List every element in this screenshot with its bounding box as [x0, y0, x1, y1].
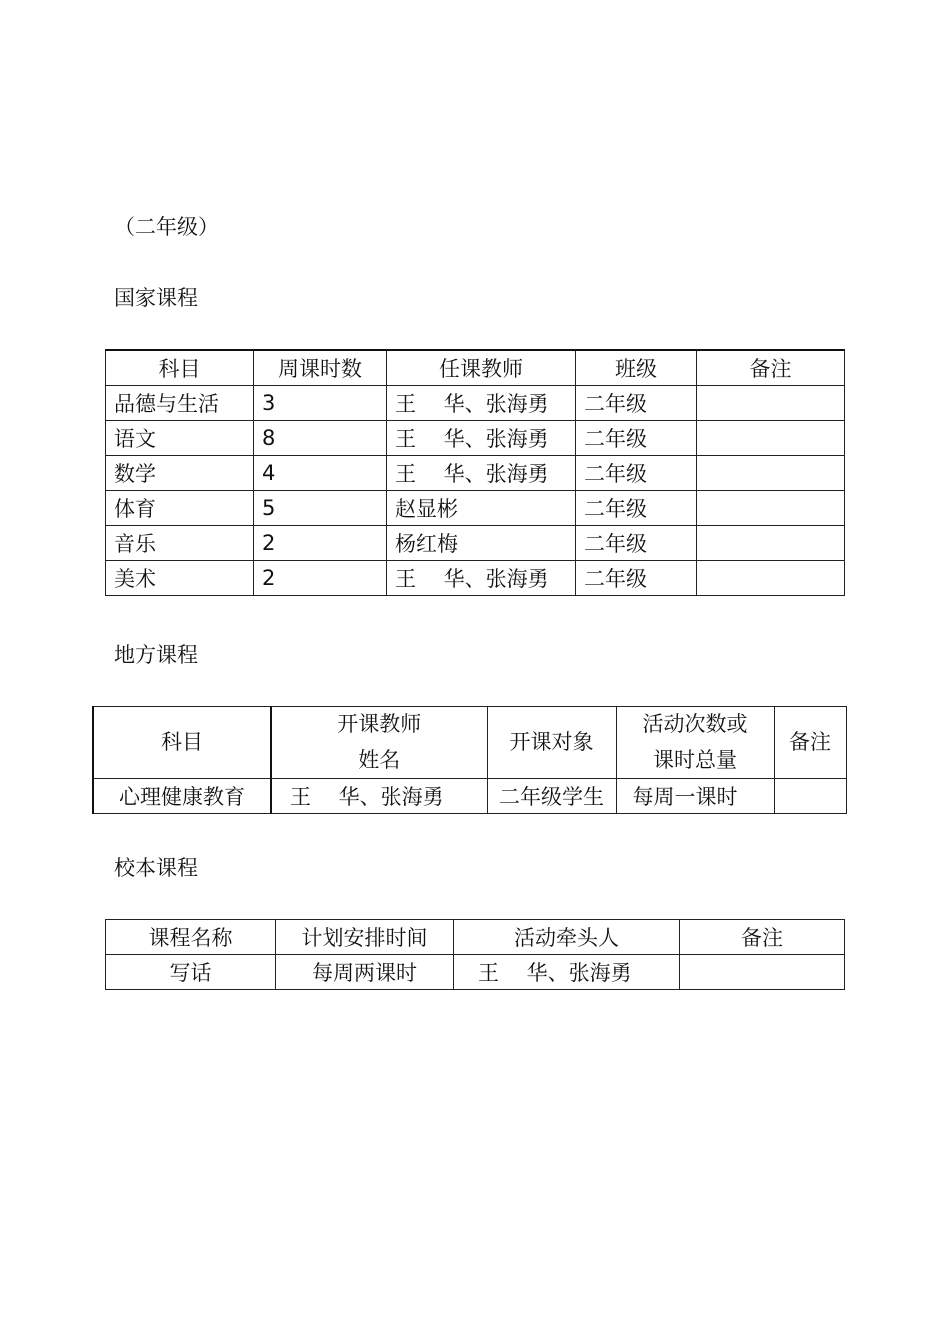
header-teacher-line1: 开课教师 — [337, 712, 422, 736]
table-row — [106, 386, 845, 421]
cell-subject: 数学 — [106, 456, 254, 491]
cell-schedule: 每周两课时 — [276, 955, 454, 990]
cell-remarks — [697, 386, 845, 421]
header-class: 班级 — [576, 350, 697, 386]
cell-remarks — [680, 955, 845, 990]
header-activity-line2: 课时总量 — [653, 747, 737, 772]
table-header-row — [106, 920, 845, 955]
table-row — [106, 491, 845, 526]
cell-teacher: 赵显彬 — [387, 491, 576, 526]
cell-weekly-hours: 2 — [254, 526, 387, 561]
cell-weekly-hours: 8 — [254, 421, 387, 456]
header-subject: 科目 — [106, 350, 254, 386]
local-curriculum-table — [92, 706, 847, 814]
cell-teacher: 王 华、张海勇 — [271, 779, 487, 814]
header-schedule: 计划安排时间 — [276, 920, 454, 955]
cell-class: 二年级 — [576, 421, 697, 456]
cell-lead: 王 华、张海勇 — [454, 955, 680, 990]
cell-target: 二年级学生 — [487, 779, 616, 814]
header-teacher-name — [271, 707, 487, 779]
header-subject: 科目 — [93, 707, 271, 779]
cell-subject: 品德与生活 — [106, 386, 254, 421]
cell-remarks — [697, 456, 845, 491]
school-curriculum-heading: 校本课程 — [114, 856, 198, 880]
cell-class: 二年级 — [576, 456, 697, 491]
table-row — [106, 561, 845, 596]
header-remarks: 备注 — [680, 920, 845, 955]
cell-class: 二年级 — [576, 491, 697, 526]
cell-teacher: 杨红梅 — [387, 526, 576, 561]
table-row — [106, 456, 845, 491]
cell-subject: 语文 — [106, 421, 254, 456]
cell-subject: 体育 — [106, 491, 254, 526]
cell-remarks — [774, 779, 846, 814]
cell-class: 二年级 — [576, 526, 697, 561]
header-teacher-line2: 姓名 — [358, 747, 401, 772]
header-remarks: 备注 — [697, 350, 845, 386]
table-row — [106, 421, 845, 456]
cell-remarks — [697, 526, 845, 561]
cell-class: 二年级 — [576, 386, 697, 421]
header-teacher: 任课教师 — [387, 350, 576, 386]
cell-teacher: 王 华、张海勇 — [387, 561, 576, 596]
table-row — [106, 526, 845, 561]
national-curriculum-heading: 国家课程 — [114, 286, 198, 310]
cell-course-name: 写话 — [106, 955, 276, 990]
cell-teacher: 王 华、张海勇 — [387, 386, 576, 421]
cell-weekly-hours: 3 — [254, 386, 387, 421]
header-activity-count — [616, 707, 774, 779]
cell-weekly-hours: 4 — [254, 456, 387, 491]
cell-teacher: 王 华、张海勇 — [387, 456, 576, 491]
header-target: 开课对象 — [487, 707, 616, 779]
cell-class: 二年级 — [576, 561, 697, 596]
school-curriculum-table — [105, 919, 845, 990]
cell-remarks — [697, 491, 845, 526]
cell-subject: 心理健康教育 — [93, 779, 271, 814]
cell-subject: 音乐 — [106, 526, 254, 561]
header-course-name: 课程名称 — [106, 920, 276, 955]
cell-remarks — [697, 561, 845, 596]
header-activity-line1: 活动次数或 — [642, 712, 748, 736]
table-row — [106, 955, 845, 990]
cell-remarks — [697, 421, 845, 456]
cell-subject: 美术 — [106, 561, 254, 596]
cell-activity-count: 每周一课时 — [616, 779, 774, 814]
header-weekly-hours: 周课时数 — [254, 350, 387, 386]
header-lead: 活动牵头人 — [454, 920, 680, 955]
grade-heading: （二年级） — [114, 215, 219, 239]
header-remarks: 备注 — [774, 707, 846, 779]
table-row — [93, 779, 846, 814]
cell-weekly-hours: 2 — [254, 561, 387, 596]
table-header-row — [106, 350, 845, 386]
national-curriculum-table — [105, 349, 845, 596]
cell-weekly-hours: 5 — [254, 491, 387, 526]
cell-teacher: 王 华、张海勇 — [387, 421, 576, 456]
table-header-row — [93, 707, 846, 779]
local-curriculum-heading: 地方课程 — [114, 643, 198, 667]
